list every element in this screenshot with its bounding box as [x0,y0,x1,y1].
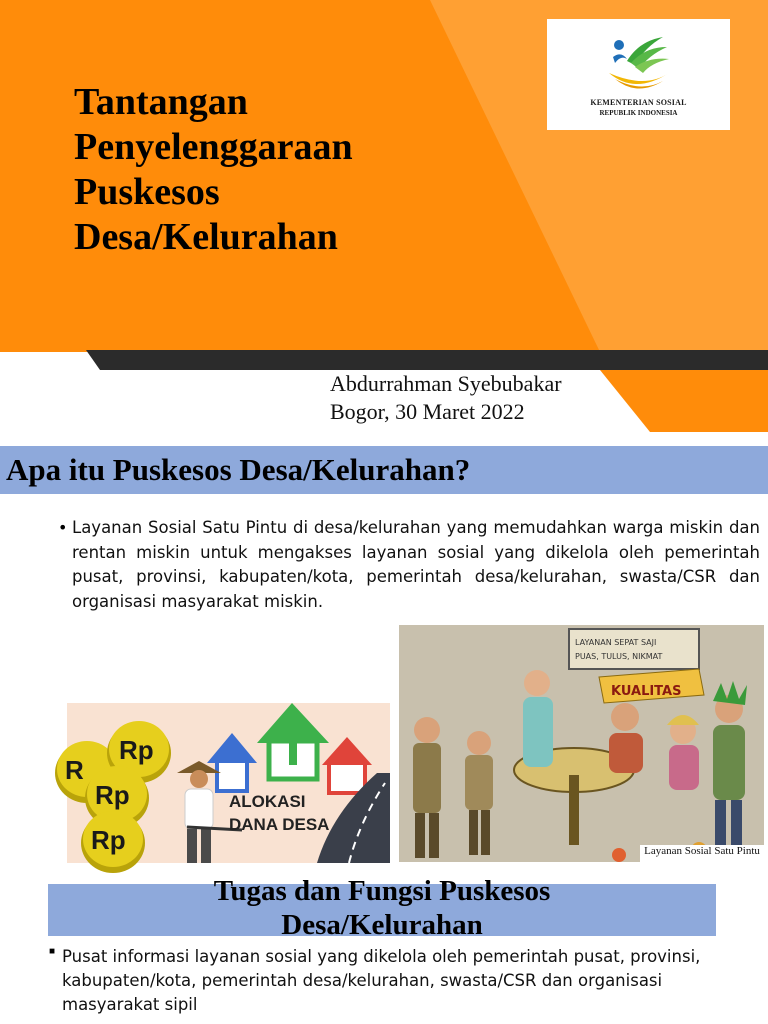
title-line: Tantangan [74,81,248,123]
author-name: Abdurrahman Syebubakar [330,371,562,396]
bullet-dot: • [58,518,68,537]
dana-desa-text: DANA DESA [229,815,330,834]
service-cartoon-illustration [399,625,764,862]
presentation-date: Bogor, 30 Maret 2022 [330,399,525,424]
coin-label: Rp [95,780,130,810]
section-heading: Apa itu Puskesos Desa/Kelurahan? [0,446,768,494]
slide-title [74,80,434,260]
village-fund-illustration [67,703,390,863]
coin-label: Rp [119,735,154,765]
title-line: Desa/Kelurahan [74,216,338,258]
cartoon-banner-text: KUALITAS [611,684,682,699]
bullet-square: ■ [49,946,56,957]
layanan-cartoon-image [399,625,764,862]
ministry-logo [547,19,730,130]
section2-heading [48,874,716,942]
alokasi-dana-desa-image [67,703,390,863]
logo-text-line2: REPUBLIK INDONESIA [599,109,678,117]
content-slide [0,432,768,1024]
logo-emblem-icon [605,33,675,99]
heading2-line: Desa/Kelurahan [281,909,483,941]
heading2-line: Tugas dan Fungsi Puskesos [213,875,551,907]
title-slide [0,0,768,432]
title-line: Penyelenggaraan [74,126,353,168]
cartoon-sign-text: LAYANAN SEPAT SAJI [575,638,657,647]
definition-paragraph: Layanan Sosial Satu Pintu di desa/kelurahan yang memudahkan warga miskin dan rentan miskin untuk mengakses layanan sosial yang dikelola oleh pemerintah pusat, provinsi, kabupaten/kota, pemerintah desa/kelurahan, swasta/CSR dan organisasi masyarakat miskin. [72,518,760,611]
coin-label: R [65,755,84,785]
image-caption: Layanan Sosial Satu Pintu [640,845,764,871]
function-paragraph: Pusat informasi layanan sosial yang dikelola oleh pemerintah pusat, provinsi, kabupaten/kota, pemerintah desa/kelurahan, swasta/CSR dan organisasi masyarakat sipil [62,947,701,1014]
cartoon-sign-text2: PUAS, TULUS, NIKMAT [575,652,663,661]
title-line: Puskesos [74,171,220,213]
coin-label: Rp [91,825,126,855]
logo-text-line1: KEMENTERIAN SOSIAL [590,98,687,107]
alokasi-text: ALOKASI [229,792,306,811]
